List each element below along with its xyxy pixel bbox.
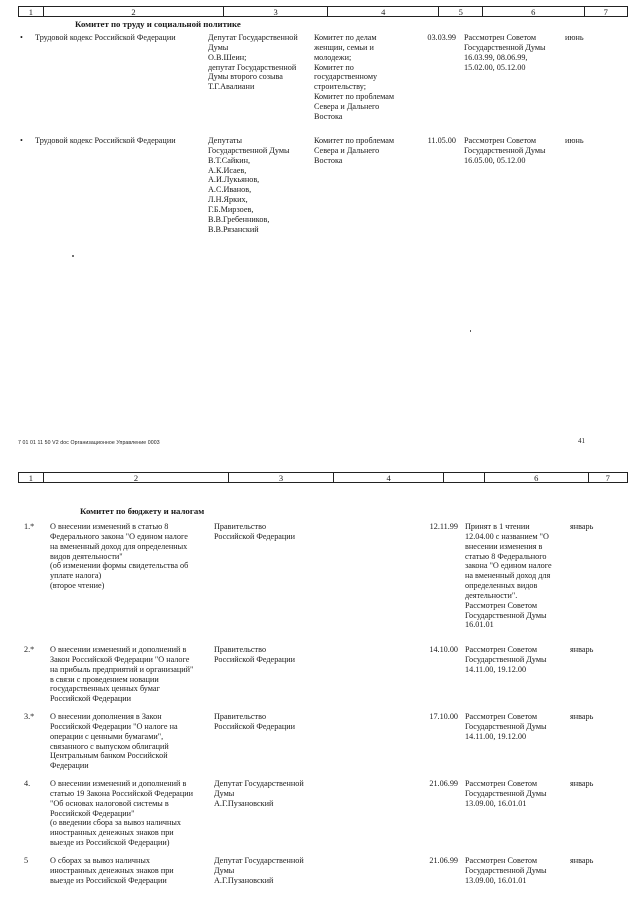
column-number: 7 <box>584 7 627 16</box>
row-number: 3.* <box>24 712 35 721</box>
planned-month: июнь <box>565 136 584 145</box>
co-executor-committee: Комитет по проблемам Севера и Дальнего Востока <box>314 136 395 165</box>
row-marker: • <box>20 136 23 145</box>
scan-speck <box>72 255 74 257</box>
status-text: Принят в 1 чтении 12.04.00 с названием "О внесении изменения в статью 8 Федерального закона "О едином налоге на вмененный доход для определенных видов деятельности". Рассмотрен Советом Государственной Думы 16.01.01 <box>465 522 552 630</box>
page-number: 41 <box>578 437 585 445</box>
section-title: Комитет по бюджету и налогам <box>80 506 205 516</box>
law-title: О внесении изменений и дополнений в статью 19 Закона Российской Федерации "Об основах налоговой системы в Российской Федерации" (о введении сбора за вывоз наличных иностранных денежных знаков при выезде из Российской Федерации) <box>50 779 193 848</box>
column-number: 3 <box>223 7 327 16</box>
column-number: 2 <box>43 7 224 16</box>
law-title: Трудовой кодекс Российской Федерации <box>35 136 176 145</box>
planned-month: январь <box>570 522 594 531</box>
section-title: Комитет по труду и социальной политике <box>75 19 241 29</box>
initiator: Депутат Государственной Думы О.В.Шеин; депутат Государственной Думы второго созыва Т.Г.Авалиани <box>208 33 298 92</box>
submission-date: 11.05.00 <box>427 136 456 145</box>
page-footer: 7 01 01 11 50 V2 doc Организационное Управление 0003 <box>18 440 160 446</box>
submission-date: 17.10.00 <box>429 712 458 721</box>
column-number: 2 <box>43 473 229 482</box>
submission-date: 21.06.99 <box>429 779 458 788</box>
planned-month: январь <box>570 712 594 721</box>
law-title: О внесении изменений в статью 8 Федерального закона "О едином налоге на вмененный доход для определенных видов деятельности" (об изменении формы свидетельства об уплате налога) (второе чтение) <box>50 522 189 591</box>
planned-month: январь <box>570 856 594 865</box>
initiator: Депутат Государственной Думы А.Г.Пузановский <box>214 779 304 808</box>
submission-date: 14.10.00 <box>429 645 458 654</box>
row-number: 2.* <box>24 645 35 654</box>
column-header-row <box>18 6 628 17</box>
scan-speck <box>470 330 471 332</box>
column-number <box>443 473 483 482</box>
column-number: 7 <box>588 473 627 482</box>
row-number: 5 <box>24 856 29 865</box>
status-text: Рассмотрен Советом Государственной Думы 13.09.00, 16.01.01 <box>465 779 547 808</box>
column-number: 5 <box>438 7 481 16</box>
initiator: Правительство Российской Федерации <box>214 522 296 541</box>
status-text: Рассмотрен Советом Государственной Думы 16.03.99, 08.06.99, 15.02.00, 05.12.00 <box>464 33 546 72</box>
planned-month: июнь <box>565 33 584 42</box>
column-number: 4 <box>333 473 444 482</box>
initiator: Правительство Российской Федерации <box>214 712 296 731</box>
status-text: Рассмотрен Советом Государственной Думы 16.05.00, 05.12.00 <box>464 136 546 165</box>
row-number: 4. <box>24 779 31 788</box>
column-number: 1 <box>28 7 33 16</box>
planned-month: январь <box>570 779 594 788</box>
column-number: 6 <box>482 7 584 16</box>
initiator: Депутаты Государственной Думы В.Т.Сайкин, А.К.Исаев, А.И.Лукьянов, А.С.Иванов, Л.Н.Ярких, Г.Б.Мирзоев, В.В.Гребенников, В.В.Рязанский <box>208 136 290 234</box>
law-title: Трудовой кодекс Российской Федерации <box>35 33 176 42</box>
co-executor-committee: Комитет по делам женщин, семьи и молодежи; Комитет по государственному строительству; Комитет по проблемам Севера и Дальнего Востока <box>314 33 395 121</box>
status-text: Рассмотрен Советом Государственной Думы 14.11.00, 19.12.00 <box>465 645 547 674</box>
submission-date: 21.06.99 <box>429 856 458 865</box>
submission-date: 12.11.99 <box>429 522 458 531</box>
status-text: Рассмотрен Советом Государственной Думы 14.11.00, 19.12.00 <box>465 712 547 741</box>
submission-date: 03.03.99 <box>427 33 456 42</box>
column-number: 4 <box>327 7 439 16</box>
row-marker: • <box>20 33 23 42</box>
planned-month: январь <box>570 645 594 654</box>
column-number: 1 <box>28 473 33 482</box>
law-title: О внесении дополнения в Закон Российской Федерации "О налоге на операции с ценными бумагами", связанного с выпуском облигаций Центральным банком Российской Федерации <box>50 712 178 771</box>
column-number: 6 <box>484 473 588 482</box>
initiator: Правительство Российской Федерации <box>214 645 296 664</box>
law-title: О сборах за вывоз наличных иностранных денежных знаков при выезде из Российской Федерации <box>50 856 174 885</box>
status-text: Рассмотрен Советом Государственной Думы 13.09.00, 16.01.01 <box>465 856 547 885</box>
column-number: 3 <box>228 473 333 482</box>
row-number: 1.* <box>24 522 35 531</box>
initiator: Депутат Государственной Думы А.Г.Пузановский <box>214 856 304 885</box>
law-title: О внесении изменений и дополнений в Закон Российской Федерации "О налоге на прибыль предприятий и организаций" в связи с проведением новации государственных ценных бумаг Российской Федерации <box>50 645 194 704</box>
column-header-row <box>18 472 628 483</box>
